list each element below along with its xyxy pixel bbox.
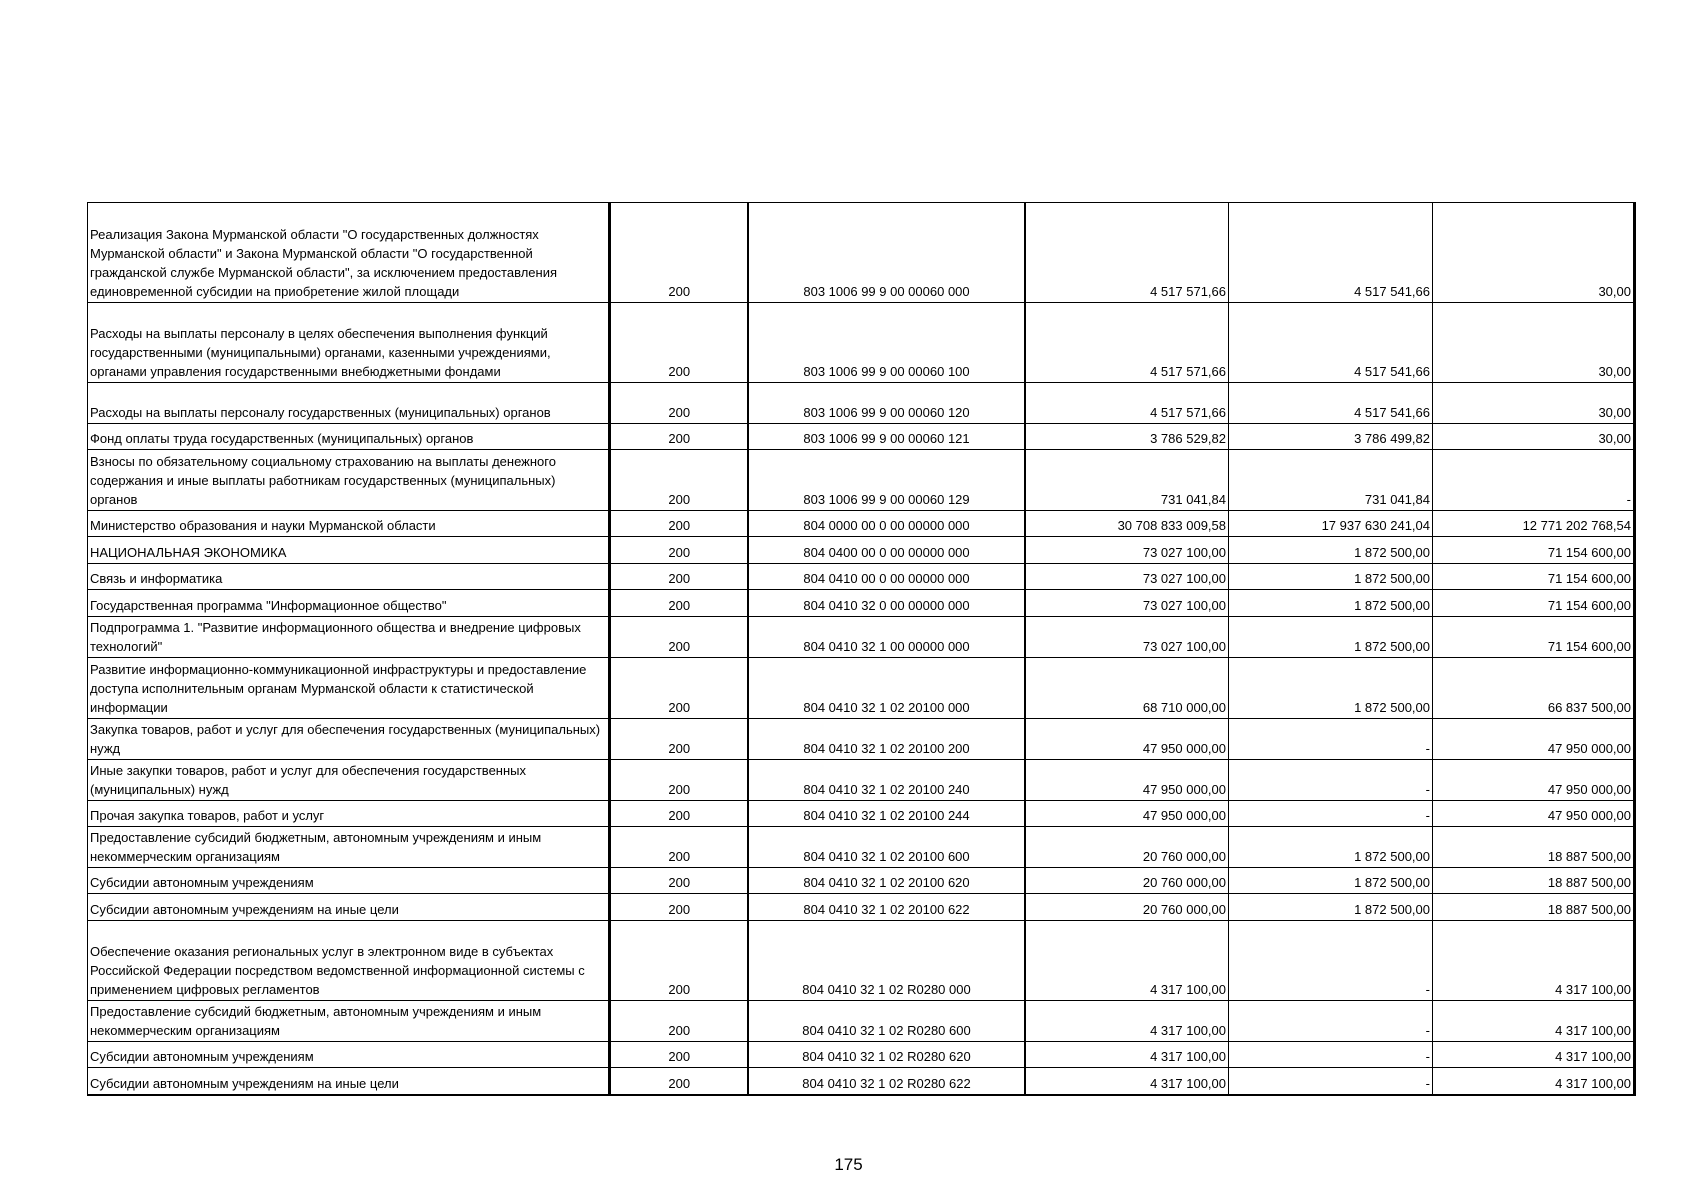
- table-row: [88, 921, 1635, 1001]
- table-row: [88, 1042, 1635, 1068]
- row-kbk: 804 0410 32 1 02 20100 622: [748, 894, 1025, 921]
- row-code: 200: [610, 1068, 748, 1095]
- row-code: 200: [610, 868, 748, 894]
- row-code: 200: [610, 719, 748, 760]
- row-approved: 3 786 529,82: [1025, 424, 1229, 450]
- row-unexecuted: 47 950 000,00: [1433, 719, 1635, 760]
- row-code: 200: [610, 303, 748, 383]
- row-approved: 4 517 571,66: [1025, 383, 1229, 424]
- row-code: 200: [610, 590, 748, 617]
- row-kbk: 804 0000 00 0 00 00000 000: [748, 511, 1025, 537]
- row-executed: 3 786 499,82: [1229, 424, 1433, 450]
- row-kbk: 803 1006 99 9 00 00060 120: [748, 383, 1025, 424]
- row-name: Связь и информатика: [88, 564, 610, 590]
- row-unexecuted: -: [1433, 450, 1635, 511]
- row-kbk: 803 1006 99 9 00 00060 129: [748, 450, 1025, 511]
- row-unexecuted: 30,00: [1433, 303, 1635, 383]
- row-unexecuted: 18 887 500,00: [1433, 868, 1635, 894]
- row-approved: 4 517 571,66: [1025, 303, 1229, 383]
- row-code: 200: [610, 450, 748, 511]
- row-approved: 73 027 100,00: [1025, 564, 1229, 590]
- row-approved: 4 317 100,00: [1025, 1042, 1229, 1068]
- row-name: Государственная программа "Информационное общество": [88, 590, 610, 617]
- row-unexecuted: 30,00: [1433, 383, 1635, 424]
- page-number: 175: [834, 1155, 863, 1174]
- row-code: 200: [610, 564, 748, 590]
- row-executed: -: [1229, 1001, 1433, 1042]
- row-code: 200: [610, 827, 748, 868]
- row-executed: -: [1229, 719, 1433, 760]
- row-unexecuted: 4 317 100,00: [1433, 1001, 1635, 1042]
- row-name: Закупка товаров, работ и услуг для обеспечения государственных (муниципальных) нужд: [88, 719, 610, 760]
- row-approved: 73 027 100,00: [1025, 590, 1229, 617]
- row-kbk: 803 1006 99 9 00 00060 121: [748, 424, 1025, 450]
- row-code: 200: [610, 921, 748, 1001]
- row-name: НАЦИОНАЛЬНАЯ ЭКОНОМИКА: [88, 537, 610, 564]
- table-row: [88, 537, 1635, 564]
- row-code: 200: [610, 1001, 748, 1042]
- row-executed: 1 872 500,00: [1229, 564, 1433, 590]
- row-unexecuted: 4 317 100,00: [1433, 921, 1635, 1001]
- row-name: Расходы на выплаты персоналу в целях обеспечения выполнения функций государственными (муниципальными) органами, казенными учреждениями, органами управления государственными внебюджетными фондами: [88, 303, 610, 383]
- row-kbk: 804 0410 32 1 00 00000 000: [748, 617, 1025, 658]
- row-code: 200: [610, 383, 748, 424]
- row-unexecuted: 47 950 000,00: [1433, 760, 1635, 801]
- table-row: [88, 450, 1635, 511]
- table-row: [88, 868, 1635, 894]
- row-executed: -: [1229, 1068, 1433, 1095]
- row-name: Прочая закупка товаров, работ и услуг: [88, 801, 610, 827]
- row-code: 200: [610, 801, 748, 827]
- table-row: [88, 801, 1635, 827]
- row-unexecuted: 66 837 500,00: [1433, 658, 1635, 719]
- budget-table: [87, 202, 1636, 1096]
- table-row: [88, 424, 1635, 450]
- row-kbk: 804 0400 00 0 00 00000 000: [748, 537, 1025, 564]
- row-approved: 68 710 000,00: [1025, 658, 1229, 719]
- row-kbk: 804 0410 32 1 02 R0280 000: [748, 921, 1025, 1001]
- row-unexecuted: 71 154 600,00: [1433, 617, 1635, 658]
- row-name: Предоставление субсидий бюджетным, автономным учреждениям и иным некоммерческим организациям: [88, 827, 610, 868]
- row-name: Обеспечение оказания региональных услуг в электронном виде в субъектах Российской Федерации посредством ведомственной информационной системы с применением цифровых регламентов: [88, 921, 610, 1001]
- row-kbk: 804 0410 32 1 02 R0280 620: [748, 1042, 1025, 1068]
- row-executed: 4 517 541,66: [1229, 303, 1433, 383]
- row-name: Субсидии автономным учреждениям на иные цели: [88, 1068, 610, 1095]
- row-unexecuted: 71 154 600,00: [1433, 537, 1635, 564]
- table-row: [88, 564, 1635, 590]
- table-row: [88, 590, 1635, 617]
- table-row: [88, 1068, 1635, 1095]
- row-unexecuted: 4 317 100,00: [1433, 1068, 1635, 1095]
- table-row: [88, 827, 1635, 868]
- row-executed: 4 517 541,66: [1229, 383, 1433, 424]
- row-executed: 4 517 541,66: [1229, 203, 1433, 303]
- row-executed: -: [1229, 921, 1433, 1001]
- row-kbk: 804 0410 32 1 02 R0280 600: [748, 1001, 1025, 1042]
- row-executed: 1 872 500,00: [1229, 590, 1433, 617]
- row-name: Субсидии автономным учреждениям: [88, 868, 610, 894]
- row-executed: -: [1229, 1042, 1433, 1068]
- row-name: Министерство образования и науки Мурманской области: [88, 511, 610, 537]
- row-approved: 20 760 000,00: [1025, 894, 1229, 921]
- row-unexecuted: 47 950 000,00: [1433, 801, 1635, 827]
- row-kbk: 804 0410 00 0 00 00000 000: [748, 564, 1025, 590]
- row-approved: 20 760 000,00: [1025, 827, 1229, 868]
- row-code: 200: [610, 537, 748, 564]
- row-name: Иные закупки товаров, работ и услуг для обеспечения государственных (муниципальных) нужд: [88, 760, 610, 801]
- table-row: [88, 658, 1635, 719]
- row-kbk: 804 0410 32 1 02 20100 240: [748, 760, 1025, 801]
- row-unexecuted: 30,00: [1433, 424, 1635, 450]
- row-kbk: 804 0410 32 1 02 20100 244: [748, 801, 1025, 827]
- row-kbk: 804 0410 32 1 02 20100 600: [748, 827, 1025, 868]
- row-executed: 1 872 500,00: [1229, 617, 1433, 658]
- row-approved: 47 950 000,00: [1025, 719, 1229, 760]
- row-executed: 731 041,84: [1229, 450, 1433, 511]
- row-approved: 47 950 000,00: [1025, 801, 1229, 827]
- row-code: 200: [610, 760, 748, 801]
- row-name: Фонд оплаты труда государственных (муниципальных) органов: [88, 424, 610, 450]
- row-approved: 4 317 100,00: [1025, 1068, 1229, 1095]
- row-name: Субсидии автономным учреждениям на иные цели: [88, 894, 610, 921]
- row-kbk: 803 1006 99 9 00 00060 100: [748, 303, 1025, 383]
- row-code: 200: [610, 1042, 748, 1068]
- row-name: Взносы по обязательному социальному страхованию на выплаты денежного содержания и иные выплаты работникам государственных (муниципальных) органов: [88, 450, 610, 511]
- row-executed: 1 872 500,00: [1229, 868, 1433, 894]
- row-approved: 73 027 100,00: [1025, 617, 1229, 658]
- table-row: [88, 203, 1635, 303]
- row-executed: 1 872 500,00: [1229, 894, 1433, 921]
- row-kbk: 803 1006 99 9 00 00060 000: [748, 203, 1025, 303]
- table-row: [88, 894, 1635, 921]
- row-approved: 20 760 000,00: [1025, 868, 1229, 894]
- row-approved: 731 041,84: [1025, 450, 1229, 511]
- row-kbk: 804 0410 32 1 02 20100 200: [748, 719, 1025, 760]
- row-approved: 73 027 100,00: [1025, 537, 1229, 564]
- row-approved: 4 317 100,00: [1025, 921, 1229, 1001]
- row-executed: 1 872 500,00: [1229, 827, 1433, 868]
- row-executed: 17 937 630 241,04: [1229, 511, 1433, 537]
- row-unexecuted: 30,00: [1433, 203, 1635, 303]
- table-row: [88, 303, 1635, 383]
- row-executed: 1 872 500,00: [1229, 658, 1433, 719]
- row-executed: -: [1229, 760, 1433, 801]
- row-name: Развитие информационно-коммуникационной инфраструктуры и предоставление доступа исполнительным органам Мурманской области к статистической информации: [88, 658, 610, 719]
- table-row: [88, 760, 1635, 801]
- row-approved: 4 317 100,00: [1025, 1001, 1229, 1042]
- row-code: 200: [610, 658, 748, 719]
- table-row: [88, 719, 1635, 760]
- row-code: 200: [610, 894, 748, 921]
- row-kbk: 804 0410 32 1 02 20100 620: [748, 868, 1025, 894]
- row-name: Субсидии автономным учреждениям: [88, 1042, 610, 1068]
- row-name: Реализация Закона Мурманской области "О государственных должностях Мурманской области" и Закона Мурманской области "О государственной гражданской службе Мурманской области", за исключением предоставления единовременной субсидии на приобретение жилой площади: [88, 203, 610, 303]
- row-code: 200: [610, 203, 748, 303]
- row-approved: 47 950 000,00: [1025, 760, 1229, 801]
- row-name: Подпрограмма 1. "Развитие информационного общества и внедрение цифровых технологий": [88, 617, 610, 658]
- row-unexecuted: 18 887 500,00: [1433, 827, 1635, 868]
- table-row: [88, 383, 1635, 424]
- row-code: 200: [610, 511, 748, 537]
- row-executed: 1 872 500,00: [1229, 537, 1433, 564]
- row-executed: -: [1229, 801, 1433, 827]
- row-kbk: 804 0410 32 1 02 R0280 622: [748, 1068, 1025, 1095]
- row-unexecuted: 71 154 600,00: [1433, 564, 1635, 590]
- row-unexecuted: 4 317 100,00: [1433, 1042, 1635, 1068]
- row-name: Предоставление субсидий бюджетным, автономным учреждениям и иным некоммерческим организациям: [88, 1001, 610, 1042]
- row-code: 200: [610, 617, 748, 658]
- table-row: [88, 1001, 1635, 1042]
- row-unexecuted: 71 154 600,00: [1433, 590, 1635, 617]
- row-kbk: 804 0410 32 0 00 00000 000: [748, 590, 1025, 617]
- row-unexecuted: 12 771 202 768,54: [1433, 511, 1635, 537]
- row-approved: 4 517 571,66: [1025, 203, 1229, 303]
- row-name: Расходы на выплаты персоналу государственных (муниципальных) органов: [88, 383, 610, 424]
- row-code: 200: [610, 424, 748, 450]
- row-unexecuted: 18 887 500,00: [1433, 894, 1635, 921]
- row-kbk: 804 0410 32 1 02 20100 000: [748, 658, 1025, 719]
- row-approved: 30 708 833 009,58: [1025, 511, 1229, 537]
- table-row: [88, 511, 1635, 537]
- table-row: [88, 617, 1635, 658]
